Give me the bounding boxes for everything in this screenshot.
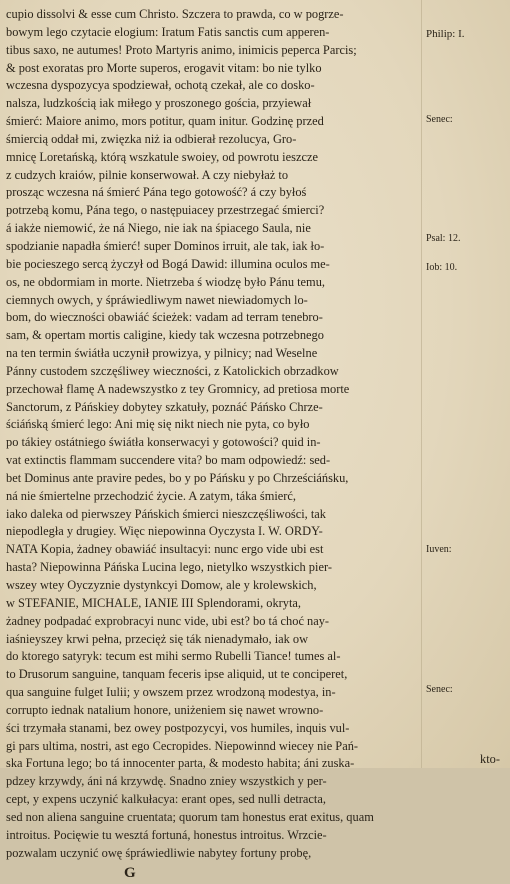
text-line: iaśnieyszey krwi pełna, przecięż się ták nienadymało, iak ow [6, 631, 309, 646]
text-line: hasta? Niepowinna Páńska Lucina lego, nietylko wszystkich pier- [6, 560, 332, 575]
text-line: potrzebą komu, Pána tego, o następuiacey przestrzegać śmierci? [6, 203, 325, 218]
margin-note-senec-2: Senec: [426, 684, 453, 695]
text-line: mnicę Loretańską, którą wszkatule swoiey, od powrotu ieszcze [6, 149, 318, 164]
text-line: niepodległa y drugiey. Więc niepowinna Oyczysta I. W. ORDY- [6, 524, 323, 539]
text-line: pdzey krzywdy, áni ná krzywdę. Snadno zniey wszystkich y per- [6, 774, 327, 789]
text-line: cupio dissolvi & esse cum Christo. Szczera to prawda, co w pogrze- [6, 7, 344, 21]
text-line: á iakże niemowić, że ná Niego, nie iak na śpiacego Saula, nie [6, 221, 311, 236]
body-text [6, 6, 418, 884]
catchword: kto- [480, 752, 500, 766]
text-line: ciemnych owych, y śpráwiedliwym nawet niewiadomych lo- [6, 292, 308, 307]
text-line: przechował flamę A nadewszystko z tey Gromnicy, ad pretiosa morte [6, 381, 350, 396]
margin-note-iob: Iob: 10. [426, 262, 458, 273]
text-line: śmierć: Maiore animo, mors potitur, quam initur. Godzinę przed [6, 114, 324, 129]
text-line: śmiercią oddał mi, zwięzka niż ia odbierał rezolucya, Gro- [6, 131, 297, 146]
text-line: ná nie śmiertelne przechodzić życie. A zatym, táka śmierć, [6, 488, 297, 503]
text-line: & post exoratas pro Morte superos, erogavit vitam: bo nie tylko [6, 60, 322, 75]
text-line: os, ne obdormiam in morte. Nietrzeba ś wiodzę było Pánu temu, [6, 274, 325, 289]
text-line: do ktorego satyryk: tecum est mihi sermo Rubelli Tiance! tumes al- [6, 649, 341, 664]
text-line: spodzianie napadła śmierć! super Dominos irruit, ale tak, iak ło- [6, 238, 325, 253]
text-line: iako daleka od pierwszey Páńskich śmierci nieszczęśliwości, tak [6, 506, 326, 521]
margin-note-iuven: Iuven: [426, 544, 452, 555]
text-line: NATA Kopia, żadney obawiáć insultacyi: nunc ergo vide ubi est [6, 542, 324, 557]
text-line: gi pars ultima, nostri, ast ego Cecropides. Niepowinnd wiecey nie Pań- [6, 738, 359, 753]
text-line: wczesna dyspozycya spodziewał, ochotą czekał, ale co dosko- [6, 78, 315, 93]
margin-rule [421, 0, 422, 768]
text-line: bet Dominus ante pravire pedes, bo y po Páńsku y po Chrześciáńsku, [6, 470, 349, 485]
text-line: po tákiey ostátniego świátła konserwacyi y gotowości? quid in- [6, 435, 321, 450]
text-line: pozwalam uczynić owę śpráwiedliwie nabytey fortuny probę, [6, 845, 312, 860]
text-line: bom, do wieczności obawiáć ścieżek: vadam ad terram tenebro- [6, 310, 323, 325]
text-line: żadney podpadać exprobracyi nunc vide, ubi est? bo tá choć nay- [6, 613, 330, 628]
text-line: sed non aliena sanguine cruentata; quorum tam honestus erat exitus, quam [6, 809, 374, 824]
text-line: vat extinctis flammam succendere vita? bo mam odpowiedź: sed- [6, 453, 331, 468]
text-line: nalsza, ludzkością iak miłego y proszonego gościa, przyiewał [6, 96, 312, 111]
text-line: na ten termin świátła uczynił prowizya, y pilnicy; nad Weselne [6, 346, 318, 361]
text-line: bowym lego czytacie elogium: Iratum Fatis sanctis cum apperen- [6, 24, 330, 39]
text-line: tibus saxo, ne autumes! Proto Martyris animo, inimicis peperca Parcis; [6, 42, 357, 57]
text-line: sam, & opertam mortis caligine, kiedy tak wczesna potrzebnego [6, 328, 324, 343]
text-line: ska Fortuna lego; bo tá innocenter parta, & modesto habita; áni zuska- [6, 756, 355, 771]
text-line: Sanctorum, z Páńskiey dobytey szkatuły, poznáć Páńsko Chrze- [6, 399, 323, 414]
text-line: w STEFANIE, MICHALE, IANIE III Splendorami, okryta, [6, 595, 302, 610]
margin-note-philip: Philip: I. [426, 28, 465, 40]
text-line: bie pocieszego sercą życzył od Bogá Dawid: illumina oculos me- [6, 256, 330, 271]
signature-mark: G [124, 864, 136, 881]
signature-line [6, 863, 418, 884]
text-line: introitus. Pocięwie tu wesztá fortuná, honestus introitus. Wrzcie- [6, 827, 327, 842]
text-line: to Drusorum sanguine, tanquam feceris ipse aliquid, ut te conciperet, [6, 667, 348, 682]
text-line: Pánny custodem szczęśliwey wieczności, z Katolickich obrzadkow [6, 363, 339, 378]
text-line: cept, y expens uczynić kalkułacya: erant opes, sed nulli detracta, [6, 792, 326, 807]
margin-note-psal: Psal: 12. [426, 233, 461, 244]
text-line: corrupto iednak natalium honore, uniżeniem się nawet wrowno- [6, 702, 324, 717]
text-line: ściáńską śmierć lego: Ani mię się nikt niech nie pyta, co było [6, 417, 310, 432]
text-line: ści trzymała stanami, bez owey postpozycyi, vos humiles, inquis vul- [6, 720, 350, 735]
text-line: wszey wtey Oyczyznie dystynkcyi Domow, ale y krolewskich, [6, 578, 317, 592]
text-line: prosząc wczesna ná śmierć Pána tego gotowość? á czy byłoś [6, 185, 307, 200]
text-line: z cudzych kraiów, pilnie konserwował. A czy niebyłaż to [6, 167, 289, 182]
margin-note-senec: Senec: [426, 114, 453, 125]
text-line: qua sanguine fulget Iulii; y owszem przez wrodzoną modestya, in- [6, 685, 336, 700]
